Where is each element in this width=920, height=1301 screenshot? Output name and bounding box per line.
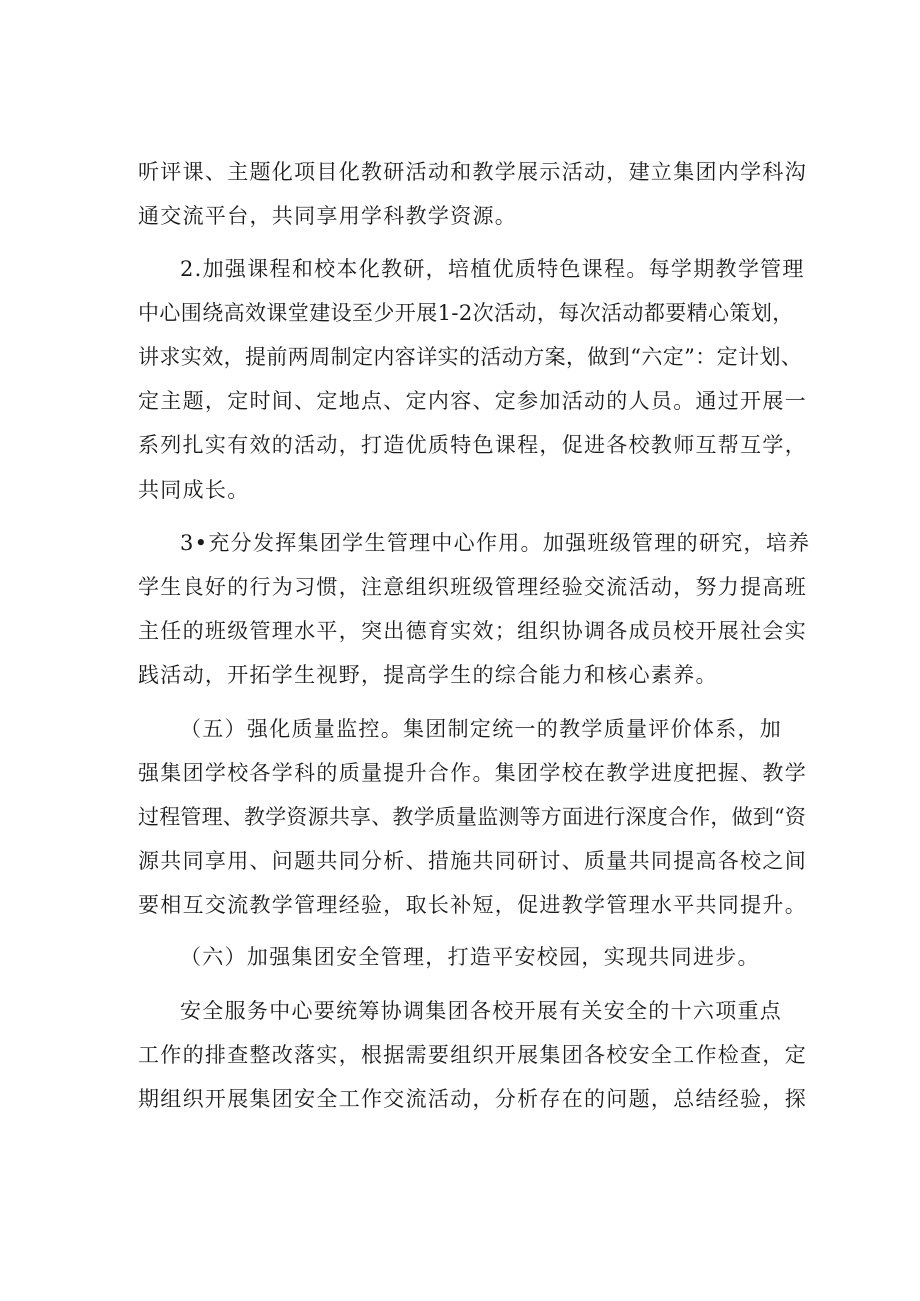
text-line-17: 要相互交流教学管理经验，取长补短，促进教学管理水平共同提升。 bbox=[138, 893, 807, 917]
text-line-4: 中心围绕高效课堂建设至少开展1-2次活动，每次活动都要精心策划， bbox=[138, 301, 794, 325]
text-line-12: 践活动，开拓学生视野，提高学生的综合能力和核心素养。 bbox=[138, 663, 718, 687]
text-line-21: 期组织开展集团安全工作交流活动，分析存在的问题，总结经验，探 bbox=[138, 1087, 807, 1111]
text-line-8: 共同成长。 bbox=[138, 478, 250, 502]
text-line-13: （五）强化质量监控。集团制定统一的教学质量评价体系，加 bbox=[180, 717, 783, 741]
text-line-10: 学生良好的行为习惯，注意组织班级管理经验交流活动，努力提高班 bbox=[138, 575, 807, 599]
text-line-18: （六）加强集团安全管理，打造平安校园，实现共同进步。 bbox=[180, 945, 760, 969]
text-line-1: 听评课、主题化项目化教研活动和教学展示活动，建立集团内学科沟 bbox=[138, 160, 807, 184]
text-line-16: 源共同享用、问题共同分析、措施共同研讨、质量共同提高各校之间 bbox=[138, 849, 807, 873]
text-line-9: 3•充分发挥集团学生管理中心作用。加强班级管理的研究，培养 bbox=[180, 531, 811, 555]
text-line-3: 2.加强课程和校本化教研，培植优质特色课程。每学期教学管理 bbox=[180, 257, 805, 281]
text-line-15: 过程管理、教学资源共享、教学质量监测等方面进行深度合作，做到“资 bbox=[138, 805, 807, 829]
text-line-11: 主任的班级管理水平，突出德育实效；组织协调各成员校开展社会实 bbox=[138, 619, 807, 643]
text-line-7: 系列扎实有效的活动，打造优质特色课程，促进各校教师互帮互学， bbox=[138, 433, 807, 457]
text-line-5: 讲求实效，提前两周制定内容详实的活动方案，做到“六定”：定计划、 bbox=[138, 345, 803, 369]
text-line-20: 工作的排查整改落实，根据需要组织开展集团各校安全工作检查，定 bbox=[138, 1043, 807, 1067]
text-line-14: 强集团学校各学科的质量提升合作。集团学校在教学进度把握、教学 bbox=[138, 761, 807, 785]
text-line-6: 定主题，定时间、定地点、定内容、定参加活动的人员。通过开展一 bbox=[138, 389, 807, 413]
text-line-19: 安全服务中心要统筹协调集团各校开展有关安全的十六项重点 bbox=[180, 999, 783, 1023]
text-line-2: 通交流平台，共同享用学科教学资源。 bbox=[138, 204, 518, 228]
